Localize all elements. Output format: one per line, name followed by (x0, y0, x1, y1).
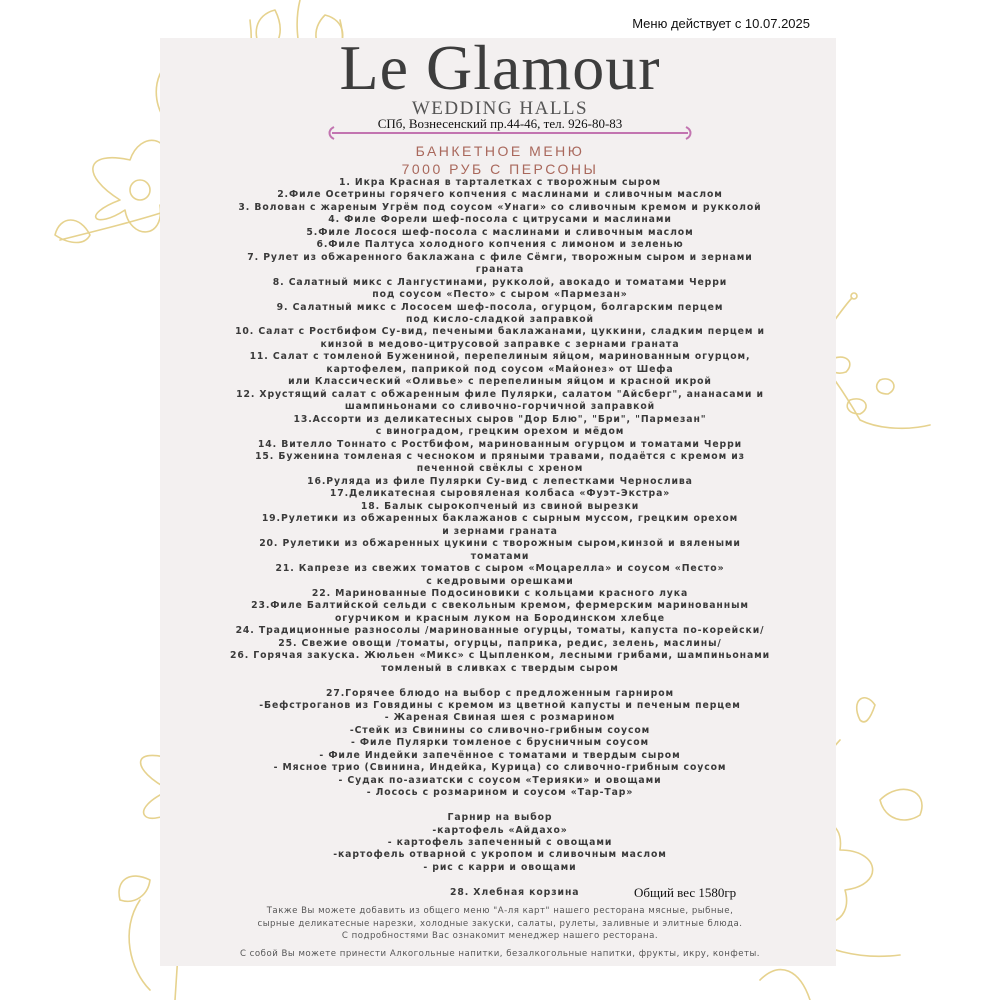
menu-item-line: шампиньонами со сливочно-горчичной заправкой (344, 401, 656, 413)
hot-dish-heading: 27.Горячее блюдо на выбор с предложенным гарниром (325, 687, 675, 699)
menu-item-line: 3. Волован с жареным Угрём под соусом «Унаги» со сливочным кремом и рукколой (238, 201, 762, 213)
garnish-option: -картофель «Айдахо» (432, 824, 568, 836)
garnish-option: - рис с карри и овощами (423, 861, 577, 873)
menu-item-line: 25. Свежие овощи /томаты, огурцы, паприка, редис, зелень, маслины/ (278, 637, 722, 649)
footnote-line: Также Вы можете добавить из общего меню "А-ля карт" нашего ресторана мясные, рыбные, (266, 906, 734, 916)
menu-item-line: томатами (470, 550, 530, 562)
brand-address: СПб, Вознесенский пр.44-46, тел. 926-80-83 (377, 116, 623, 131)
brand-name: Le Glamour (339, 32, 661, 103)
menu-item-line: 4. Филе Форели шеф-посола с цитрусами и маслинами (328, 214, 672, 226)
menu-item-line: под кисло-сладкой заправкой (406, 313, 594, 325)
section-spacer (170, 800, 830, 812)
menu-item-line: 13.Ассорти из деликатесных сыров "Дор Блю", "Бри", "Пармезан" (293, 413, 707, 425)
menu-title: БАНКЕТНОЕ МЕНЮ (415, 143, 585, 159)
menu-item-line: 10. Салат с Ростбифом Су-вид, печеными баклажанами, цуккини, сладким перцем и (235, 326, 765, 338)
menu-item-line: 8. Салатный микс с Лангустинами, рукколой, авокадо и томатами Черри (272, 276, 728, 288)
footnote-drinks: С собой Вы можете принести Алкогольные напитки, безалкогольные напитки, фрукты, икру, конфеты. (239, 949, 761, 959)
section-spacer (170, 675, 830, 687)
menu-price: 7000 РУБ С ПЕРСОНЫ (401, 161, 599, 177)
hot-dish-option: - Мясное трио (Свинина, Индейка, Курица) со сливочно-грибным соусом (273, 762, 727, 774)
menu-item-line: 12. Хрустящий салат с обжаренным филе Пулярки, салатом "Айсберг", ананасами и (236, 388, 764, 400)
hot-dish-option: - Жареная Свиная шея с розмарином (384, 712, 616, 724)
menu-item-line: 14. Вителло Тоннато с Ростбифом, маринованным огурцом и томатами Черри (257, 438, 743, 450)
menu-item-line: граната (475, 264, 525, 276)
menu-item-line: и зернами граната (442, 525, 558, 537)
menu-item-line: 11. Салат с томленой Бужениной, перепелиным яйцом, маринованным огурцом, (249, 351, 751, 363)
menu-item-line: 17.Деликатесная сыровяленая колбаса «Фуэт-Экстра» (329, 488, 671, 500)
menu-item-line: кинзой в медово-цитрусовой заправке с зернами граната (320, 338, 680, 350)
hot-dish-option: - Лосось с розмарином и соусом «Тар-Тар» (366, 787, 634, 799)
menu-item-line: 7. Рулет из обжаренного баклажана с филе Сёмги, творожным сыром и зернами (247, 251, 753, 263)
garnish-option: -картофель отварной с укропом и сливочным маслом (333, 849, 667, 861)
menu-item-line: 26. Горячая закуска. Жюльен «Микс» с Цыпленком, лесными грибами, шампиньонами (229, 650, 771, 662)
menu-item-line: 21. Капрезе из свежих томатов с сыром «Моцарелла» и соусом «Песто» (275, 563, 725, 575)
footnote-line: С подробностями Вас ознакомит менеджер нашего ресторана. (341, 931, 659, 942)
footnote-a-la-carte (170, 905, 830, 943)
hot-dish-option: - Филе Индейки запечённое с томатами и твердым сыром (319, 749, 681, 761)
total-weight: Общий вес 1580гр (634, 885, 737, 900)
menu-item-line: 9. Салатный микс с Лососем шеф-посола, огурцом, болгарским перцем (276, 301, 724, 313)
garnish-heading: Гарнир на выбор (447, 812, 553, 824)
menu-item-line: 19.Рулетики из обжаренных баклажанов с сырным муссом, грецким орехом (261, 513, 739, 525)
hot-dish-option: - Филе Пулярки томленое с брусничным соусом (351, 737, 649, 749)
menu-item-line: 6.Филе Палтуса холодного копчения с лимоном и зеленью (316, 239, 684, 251)
menu-item-line: 16.Руляда из филе Пулярки Су-вид с лепестками Чернослива (307, 475, 693, 487)
menu-item-line: 23.Филе Балтийской сельди с свекольным кремом, фермерским маринованным (251, 600, 749, 612)
hot-dish-option: -Бефстроганов из Говядины с кремом из цветной капусты и печеным перцем (259, 700, 741, 712)
valid-from-date: Меню действует с 10.07.2025 (632, 16, 810, 31)
hot-dish-option: - Судак по-азиатски с соусом «Терияки» и овощами (338, 774, 662, 786)
bread-basket-item: 28. Хлебная корзина (450, 887, 580, 898)
menu-item-line: или Классический «Оливье» с перепелиным яйцом и красной икрой (288, 376, 712, 388)
hot-dish-option: -Стейк из Свинины со сливочно-грибным соусом (349, 724, 651, 736)
menu-item-line: 24. Традиционные разносолы /маринованные огурцы, томаты, капуста по-корейски/ (235, 625, 765, 637)
menu-item-line: 15. Буженина томленая с чесноком и пряными травами, подаётся с кремом из (255, 450, 745, 462)
menu-item-line: 22. Маринованные Подосиновики с кольцами красного лука (311, 587, 689, 599)
menu-item-line: под соусом «Песто» с сыром «Пармезан» (372, 289, 628, 301)
menu-item-line: огурчиком и красным луком на Бородинском хлебце (335, 612, 665, 624)
menu-item-line: 5.Филе Лосося шеф-посола с маслинами и сливочным маслом (306, 226, 694, 238)
menu-item-line: с виноградом, грецким орехом и мёдом (375, 426, 625, 438)
menu-item-line: 18. Балык сырокопченый из свиной вырезки (360, 500, 640, 512)
footnote-line: сырные деликатесные нарезки, холодные закуски, салаты, рулеты, заливные и элитные блюда. (257, 918, 743, 929)
menu-item-line: томленый в сливках с твердым сыром (381, 662, 619, 674)
menu-item-line: 2.Филе Осетрины горячего копчения с маслинами и сливочным маслом (277, 189, 723, 201)
menu-item-line: с кедровыми орешками (426, 575, 574, 587)
menu-item-line: 20. Рулетики из обжаренных цукини с творожным сыром,кинзой и вялеными (259, 538, 741, 550)
ornament-divider (326, 126, 694, 140)
bread-row (0, 885, 1000, 901)
menu-item-line: картофелем, паприкой под соусом «Майонез» от Шефа (326, 363, 674, 375)
menu-items-list (170, 177, 830, 874)
garnish-option: - картофель запеченный с овощами (387, 836, 613, 848)
menu-item-line: 1. Икра Красная в тарталетках с творожным сыром (338, 177, 662, 188)
brand-subtitle: WEDDING HALLS (411, 98, 589, 119)
menu-item-line: печенной свёклы с хреном (416, 463, 584, 475)
